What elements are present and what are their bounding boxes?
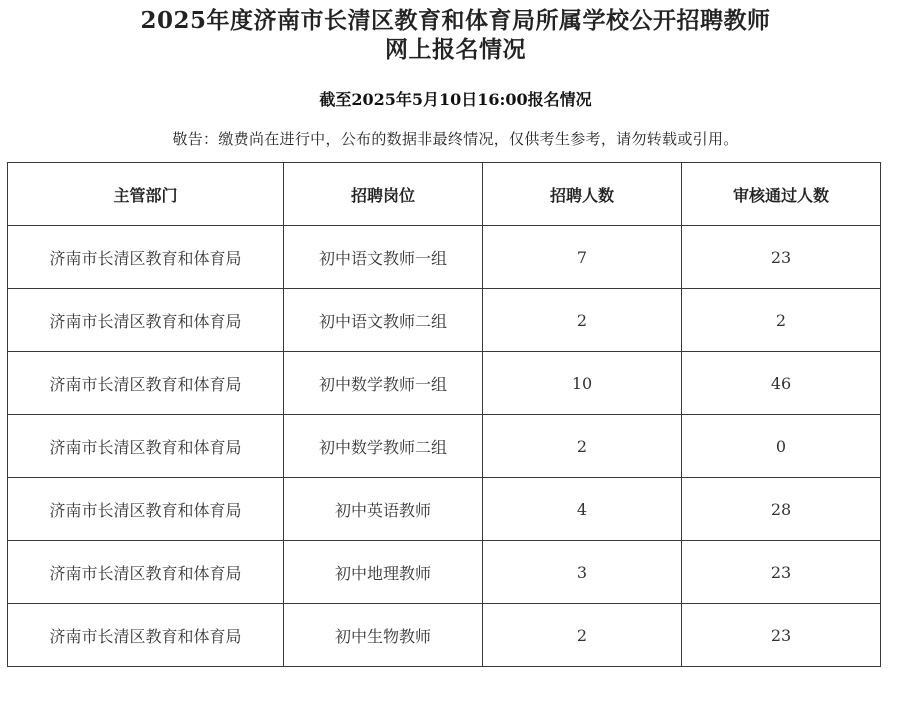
table-row: [8, 226, 881, 289]
cell-openings: 2: [483, 415, 682, 478]
notice-text: 敬告：缴费尚在进行中，公布的数据非最终情况，仅供考生参考，请勿转载或引用。: [172, 130, 739, 148]
cell-openings: 7: [483, 226, 682, 289]
cell-department: 济南市长清区教育和体育局: [8, 226, 284, 289]
page-title: [0, 6, 911, 64]
header-position: 招聘岗位: [284, 163, 483, 226]
header-approved: 审核通过人数: [682, 163, 881, 226]
cell-position: 初中数学教师二组: [284, 415, 483, 478]
cell-department: 济南市长清区教育和体育局: [8, 541, 284, 604]
table-header-row: [8, 163, 881, 226]
header-department: 主管部门: [8, 163, 284, 226]
table-row: [8, 289, 881, 352]
table-row: [8, 604, 881, 667]
registration-table: [7, 162, 881, 667]
cell-department: 济南市长清区教育和体育局: [8, 289, 284, 352]
cell-approved: 28: [682, 478, 881, 541]
cell-position: 初中语文教师一组: [284, 226, 483, 289]
cell-openings: 2: [483, 289, 682, 352]
cell-approved: 2: [682, 289, 881, 352]
cell-position: 初中语文教师二组: [284, 289, 483, 352]
cell-department: 济南市长清区教育和体育局: [8, 352, 284, 415]
cell-openings: 10: [483, 352, 682, 415]
cell-department: 济南市长清区教育和体育局: [8, 604, 284, 667]
cell-openings: 3: [483, 541, 682, 604]
page-title-line-2: 网上报名情况: [385, 36, 526, 63]
header-openings: 招聘人数: [483, 163, 682, 226]
cell-approved: 23: [682, 226, 881, 289]
report-subtitle: 截至2025年5月10日16:00报名情况: [319, 90, 592, 109]
cell-position: 初中地理教师: [284, 541, 483, 604]
cell-approved: 0: [682, 415, 881, 478]
cell-position: 初中数学教师一组: [284, 352, 483, 415]
cell-openings: 4: [483, 478, 682, 541]
table-row: [8, 352, 881, 415]
table-row: [8, 478, 881, 541]
table-row: [8, 541, 881, 604]
cell-approved: 23: [682, 541, 881, 604]
cell-approved: 23: [682, 604, 881, 667]
cell-approved: 46: [682, 352, 881, 415]
cell-department: 济南市长清区教育和体育局: [8, 478, 284, 541]
table-row: [8, 415, 881, 478]
cell-position: 初中生物教师: [284, 604, 483, 667]
cell-position: 初中英语教师: [284, 478, 483, 541]
cell-department: 济南市长清区教育和体育局: [8, 415, 284, 478]
cell-openings: 2: [483, 604, 682, 667]
page-title-line-1: 2025年度济南市长清区教育和体育局所属学校公开招聘教师: [140, 7, 771, 34]
